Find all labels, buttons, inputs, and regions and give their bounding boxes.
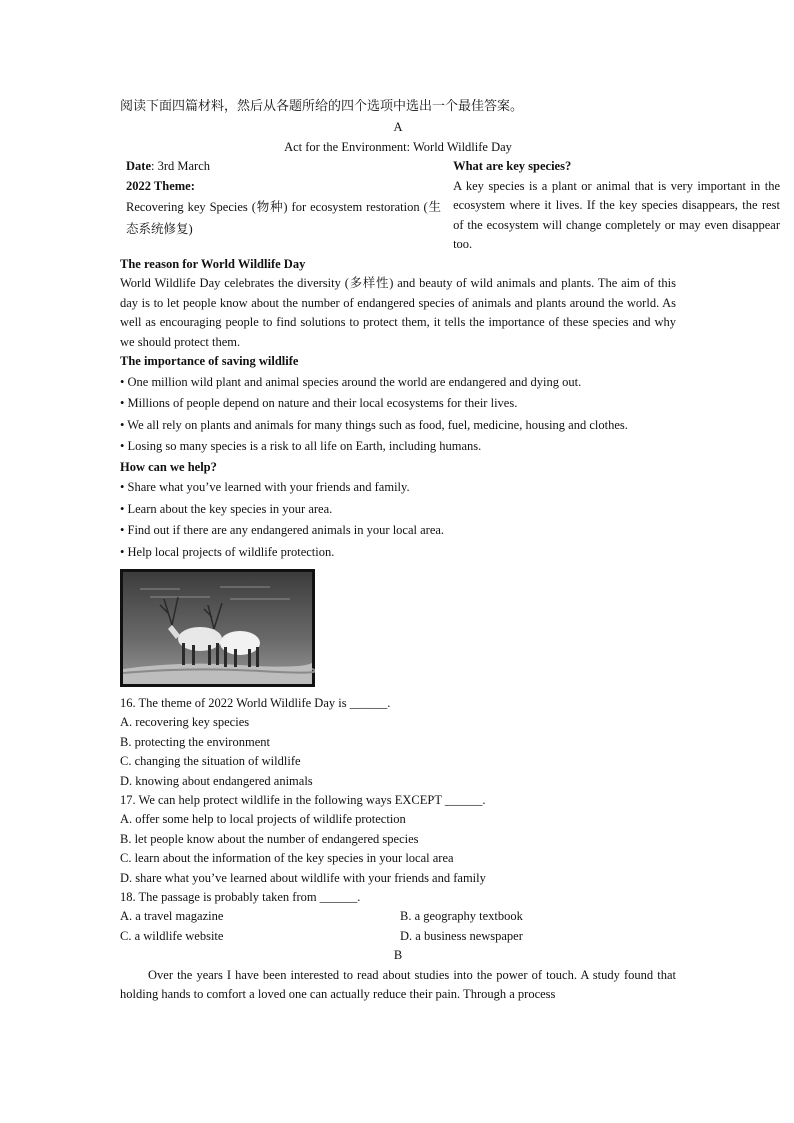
importance-bullet: • Losing so many species is a risk to all life on Earth, including humans.	[120, 439, 482, 453]
option: A. offer some help to local projects of wildlife protection	[120, 812, 406, 827]
importance-bullet: • Millions of people depend on nature and their local ecosystems for their lives.	[120, 396, 518, 410]
help-bullet: • Help local projects of wildlife protection.	[120, 544, 335, 559]
info-columns	[120, 157, 780, 255]
option: B. a geography textbook	[400, 909, 523, 924]
key-species-box	[453, 157, 780, 255]
theme-text: Recovering key Species (物种) for ecosystem restoration (生态系统修复)	[126, 200, 442, 236]
option: D. knowing about endangered animals	[120, 773, 313, 788]
deer-photo	[120, 569, 315, 687]
reason-text: World Wildlife Day celebrates the diversity (多样性) and beauty of wild animals and plants. The aim of this day is to let people know about the number of endangered species of animals and plants around the world. As well as encouraging people to find solutions to protect them, it tells the importance of these species and why we should protect them.	[120, 276, 676, 349]
instructions: 阅读下面四篇材料，然后从各题所给的四个选项中选出一个最佳答案。	[120, 98, 524, 113]
section-b-text: Over the years I have been interested to read about studies into the power of touch. A study found that holding hands to comfort a loved one can actually reduce their pain. Through a process	[120, 967, 676, 1002]
help-bullet: • Share what you’ve learned with your friends and family.	[120, 480, 410, 494]
importance-heading: The importance of saving wildlife	[120, 354, 299, 368]
importance-bullet: • One million wild plant and animal species around the world are endangered and dying out.	[120, 374, 582, 389]
question-stem: 18. The passage is probably taken from ______.	[120, 890, 361, 905]
option: A. a travel magazine	[120, 909, 224, 924]
reason-heading: The reason for World Wildlife Day	[120, 256, 306, 271]
question-stem: 16. The theme of 2022 World Wildlife Day is ______.	[120, 696, 391, 710]
option: C. changing the situation of wildlife	[120, 754, 301, 769]
question-block	[120, 694, 676, 946]
help-bullet: • Learn about the key species in your area.	[120, 501, 333, 516]
importance-bullet: • We all rely on plants and animals for many things such as food, fuel, medicine, housing and clothes.	[120, 417, 628, 432]
date-value: : 3rd March	[151, 159, 211, 173]
option-row	[120, 907, 676, 926]
option: D. share what you’ve learned about wildlife with your friends and family	[120, 870, 486, 885]
section-a-letter: A	[393, 120, 403, 134]
key-species-heading: What are key species?	[453, 159, 572, 173]
date-label: Date	[126, 159, 151, 173]
section-b-letter: B	[393, 948, 403, 963]
option: D. a business newspaper	[400, 928, 523, 943]
worksheet-page	[120, 95, 780, 1005]
option: A. recovering key species	[120, 715, 250, 730]
option-row	[120, 927, 676, 946]
key-species-text: A key species is a plant or animal that is very important in the ecosystem where it lives. If the key species disappears, the rest of the ecosystem will change completely or may even disappear too.	[453, 178, 780, 251]
help-heading: How can we help?	[120, 459, 217, 474]
section-a-title: Act for the Environment: World Wildlife Day	[284, 139, 512, 154]
question-stem: 17. We can help protect wildlife in the following ways EXCEPT ______.	[120, 793, 486, 808]
option: C. a wildlife website	[120, 928, 224, 943]
option: B. let people know about the number of endangered species	[120, 831, 419, 846]
option: C. learn about the information of the key species in your local area	[120, 851, 454, 866]
help-bullet: • Find out if there are any endangered animals in your local area.	[120, 523, 445, 537]
event-info	[120, 157, 453, 255]
theme-label: 2022 Theme:	[126, 178, 195, 193]
date-row	[126, 157, 441, 177]
option: B. protecting the environment	[120, 734, 270, 749]
